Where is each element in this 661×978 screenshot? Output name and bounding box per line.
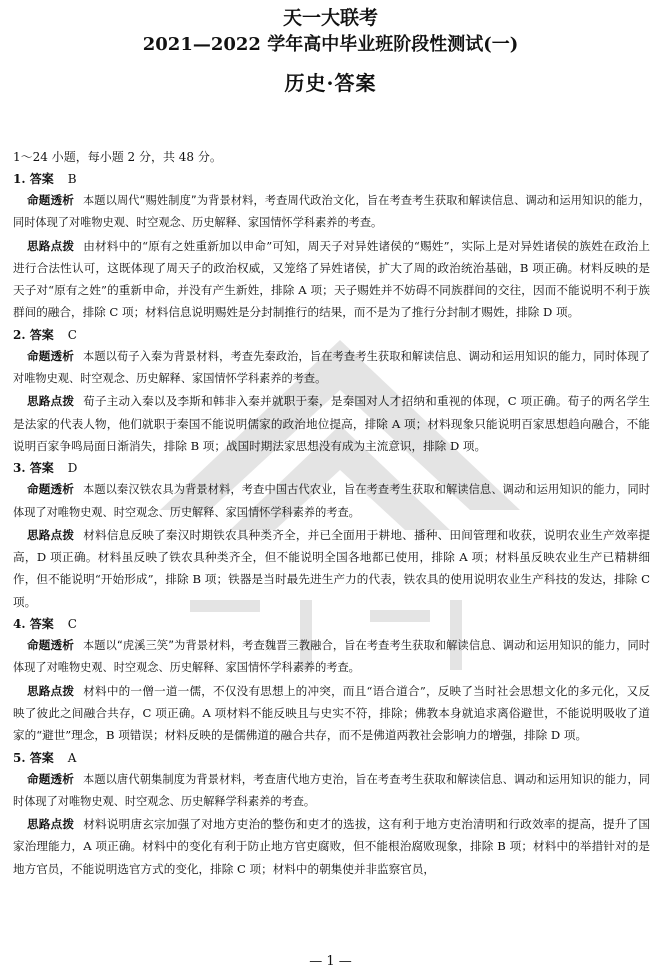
- question-header: [13, 614, 650, 634]
- analysis-paragraph: [13, 189, 650, 235]
- question-item: [13, 325, 650, 457]
- question-header: [13, 748, 650, 768]
- question-number: 1. 答案: [13, 172, 54, 186]
- question-answer: B: [67, 172, 77, 186]
- question-item: [13, 614, 650, 746]
- analysis-text: 本题以周代“赐姓制度”为背景材料，考查周代政治文化，旨在考查考生获取和解读信息、调动和运用知识的能力，同时体现了对唯物史观、时空观念、历史解释、家国情怀学科素养的考查。: [13, 194, 650, 230]
- question-number: 2. 答案: [13, 327, 54, 342]
- exam-name-title: 2021—2022 学年高中毕业班阶段性测试(一): [142, 34, 519, 55]
- question-number: 4. 答案: [13, 617, 54, 632]
- hint-text: 材料中的一僧一道一儒，不仅没有思想上的冲突，而且“语合道合”，反映了当时社会思想文化的多元化，又反映了彼此之间融合共存，C 项正确。A 项材料不能反映且与史实不符，排除；佛教本身就追求离俗避世，不能说明吸收了道家的“避世”理念，B 项错误；材料反映的是儒佛道的融合共存，而不是佛道两教社会影响力的增强，排除 D 项。: [13, 683, 650, 743]
- analysis-label: 命题透析: [27, 348, 74, 363]
- hint-text: 材料说明唐玄宗加强了对地方吏治的整伤和吏才的选拔，这有利于地方吏治清明和行政效率的提高，提升了国家治理能力，A 项正确。材料中的变化有利于防止地方官吏腐败，但不能根治腐败现象，排除 B 项；材料中的举措针对的是地方官员，不能说明选官方式的变化，排除 C 项；材料中的朝集使并非监察官员，: [13, 817, 650, 876]
- analysis-paragraph: [13, 478, 650, 524]
- hint-paragraph: [13, 680, 650, 747]
- question-answer: D: [67, 461, 78, 476]
- analysis-text: 本题以荀子入秦为背景材料，考查先秦政治，旨在考查考生获取和解读信息、调动和运用知识的能力，同时体现了对唯物史观、时空观念、历史解释、家国情怀学科素养的考查。: [13, 349, 650, 386]
- hint-paragraph: [13, 235, 650, 324]
- analysis-text: 本题以“虎溪三笑”为背景材料，考查魏晋三教融合，旨在考查考生获取和解读信息、调动和运用知识的能力，同时体现了对唯物史观、时空观念、历史解释、家国情怀学科素养的考查。: [13, 639, 650, 675]
- question-number: 3. 答案: [13, 461, 54, 476]
- question-answer: C: [67, 617, 77, 632]
- question-number: 5. 答案: [13, 750, 54, 765]
- hint-label: 思路点拨: [27, 527, 75, 542]
- question-answer: C: [67, 327, 77, 342]
- hint-label: 思路点拨: [27, 238, 75, 253]
- page-number: — 1 —: [309, 954, 352, 969]
- analysis-label: 命题透析: [27, 482, 74, 497]
- question-answer: A: [67, 750, 77, 765]
- question-header: [13, 325, 650, 345]
- hint-text: 荀子主动入秦以及李斯和韩非入秦并就职于秦，是秦国对人才招纳和重视的体现，C 项正确。荀子的两名学生是法家的代表人物，他们就职于秦国不能说明儒家的政治地位提高，排除 A 项；材料现象只能说明百家思想趋向融合，不能说明百家争鸣局面日渐消失，排除 B 项；战国时期法家思想没有成为主流意识，排除 D 项。: [13, 394, 650, 453]
- hint-label: 思路点拨: [27, 683, 75, 698]
- hint-text: 材料信息反映了秦汉时期铁农具种类齐全，并已全面用于耕地、播种、田间管理和收获，说明农业生产效率提高，D 项正确。材料虽反映了铁农具种类齐全，但不能说明全国各地都已使用，排除 A 项；材料虽反映农业生产已精耕细作，但不能说明“开始形成”，排除 B 项；铁器是当时最先进生产力的代表，铁农具的使用说明农业生产科技的发达，排除 C 项。: [13, 527, 650, 609]
- analysis-text: 本题以唐代朝集制度为背景材料，考查唐代地方吏治，旨在考查考生获取和解读信息、调动和运用知识的能力，同时体现了对唯物史观、时空观念、历史解释学科素养的考查。: [13, 772, 650, 808]
- answer-content: [13, 148, 650, 881]
- document-header: [0, 0, 661, 106]
- hint-label: 思路点拨: [27, 394, 75, 409]
- subject-title: 历史·答案: [284, 71, 377, 95]
- hint-paragraph: [13, 813, 650, 880]
- question-item: [13, 748, 650, 880]
- hint-paragraph: [13, 390, 650, 457]
- analysis-text: 本题以秦汉铁农具为背景材料，考查中国古代农业，旨在考查考生获取和解读信息、调动和运用知识的能力，同时体现了对唯物史观、时空观念、历史解释、家国情怀学科素养的考查。: [13, 483, 650, 519]
- analysis-label: 命题透析: [27, 638, 74, 653]
- exam-organizer-title: 天一大联考: [282, 7, 378, 29]
- question-item: [13, 169, 650, 324]
- hint-text: 由材料中的“原有之姓重新加以申命”可知，周天子对异姓诸侯的“赐姓”，实际上是对异姓诸侯的族姓在政治上进行合法性认可，这既体现了周天子的政治权威，又笼络了异姓诸侯，扩大了周的政治统治基础，B 项正确。材料反映的是天子对“原有之姓”的重新申命，并没有产生新姓，排除 A 项；天子赐姓并不妨碍不同族群间的交往，因而不能说明不利于族群间的融合，排除 C 项；材料信息说明赐姓是分封制推行的结果，而不是为了推行分封制才赐姓，排除 D 项。: [13, 238, 650, 320]
- analysis-label: 命题透析: [27, 771, 74, 786]
- question-item: [13, 458, 650, 613]
- analysis-paragraph: [13, 634, 650, 680]
- question-header: [13, 458, 650, 478]
- analysis-paragraph: [13, 768, 650, 814]
- scoring-intro: 1～24 小题，每小题 2 分，共 48 分。: [13, 150, 222, 164]
- analysis-label: 命题透析: [27, 193, 74, 207]
- question-header: [13, 169, 650, 189]
- analysis-paragraph: [13, 345, 650, 391]
- hint-paragraph: [13, 524, 650, 613]
- hint-label: 思路点拨: [27, 817, 75, 832]
